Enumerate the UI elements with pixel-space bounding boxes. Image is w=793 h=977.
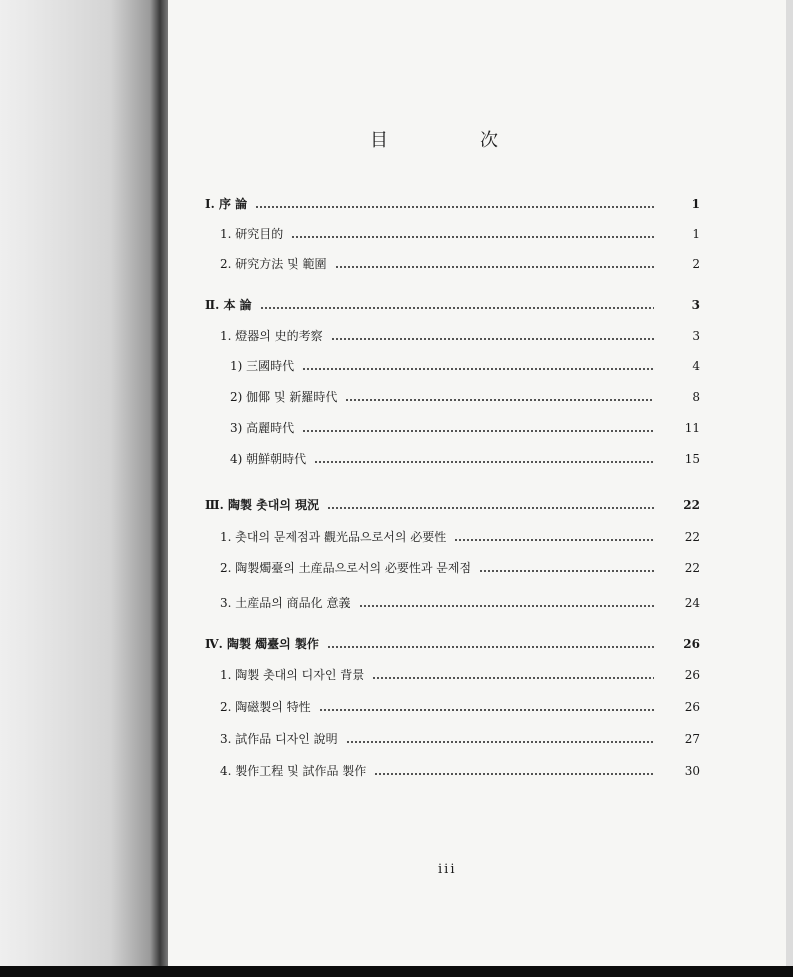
toc-row-iv-3	[220, 731, 700, 747]
toc-label: 2) 伽倻 및 新羅時代	[230, 390, 338, 404]
toc-dot-leader	[372, 677, 654, 679]
toc-row-iii	[205, 497, 700, 513]
toc-dot-leader	[302, 368, 654, 370]
toc-row-iii-2	[220, 560, 700, 576]
toc-dot-leader	[314, 461, 654, 463]
toc-label: 3. 試作品 디자인 說明	[220, 732, 338, 746]
toc-dot-leader	[327, 646, 654, 648]
toc-page-number: 22	[684, 530, 700, 544]
toc-row-iv	[205, 636, 700, 652]
toc-page-number: 4	[692, 359, 700, 373]
toc-label: 2. 陶製燭臺의 土産品으로서의 必要性과 문제점	[220, 561, 472, 575]
toc-row-ii-1-3	[230, 420, 700, 436]
toc-page-number: 26	[684, 700, 700, 714]
toc-page-number: 22	[684, 561, 700, 575]
toc-page-number: 3	[691, 298, 700, 312]
toc-dot-leader	[479, 570, 654, 572]
toc-page-number: 26	[684, 668, 700, 682]
toc-row-iv-2	[220, 699, 700, 715]
toc-page-number: 1	[692, 227, 700, 241]
toc-label: 1. 研究目的	[220, 227, 284, 241]
toc-label: Ⅳ. 陶製 燭臺의 製作	[205, 637, 319, 651]
toc-dot-leader	[291, 236, 654, 238]
page-gutter-shadow	[0, 0, 168, 977]
toc-label: 2. 研究方法 및 範圍	[220, 257, 327, 271]
toc-page-number: 22	[683, 498, 700, 512]
toc-row-i-1	[220, 226, 700, 242]
toc-row-i	[205, 196, 700, 212]
toc-label: Ⅲ. 陶製 촛대의 現況	[205, 498, 320, 512]
toc-page-number: 30	[684, 764, 700, 778]
toc-label: 3) 高麗時代	[230, 421, 295, 435]
toc-dot-leader	[359, 605, 655, 607]
toc-row-ii	[205, 297, 700, 313]
toc-dot-leader	[319, 709, 654, 711]
toc-row-iv-1	[220, 667, 700, 683]
toc-label: Ⅱ. 本 論	[205, 298, 252, 312]
toc-page-number: 3	[692, 329, 700, 343]
toc-dot-leader	[331, 338, 654, 340]
toc-dot-leader	[260, 307, 654, 309]
toc-page-number: 11	[684, 421, 700, 435]
toc-page-number: 15	[684, 452, 700, 466]
toc-page-number: 27	[684, 732, 700, 746]
page-right-edge	[786, 0, 793, 977]
toc-page-number: 26	[683, 637, 700, 651]
toc-label: 1. 燈器의 史的考察	[220, 329, 323, 343]
toc-label: 3. 土産品의 商品化 意義	[220, 596, 351, 610]
toc-page-number: 24	[684, 596, 700, 610]
toc-page-number: 8	[692, 390, 700, 404]
toc-dot-leader	[454, 539, 654, 541]
toc-row-ii-1-1	[230, 358, 700, 374]
toc-label: 2. 陶磁製의 特性	[220, 700, 311, 714]
toc-dot-leader	[346, 741, 654, 743]
toc-row-ii-1-2	[230, 389, 700, 405]
toc-row-iii-3	[220, 595, 700, 611]
toc-label: 4) 朝鮮朝時代	[230, 452, 307, 466]
toc-row-iii-1	[220, 529, 700, 545]
title-char-2: 次	[480, 130, 500, 151]
page-number: iii	[438, 862, 457, 877]
toc-label: 4. 製作工程 및 試作品 製作	[220, 764, 367, 778]
toc-dot-leader	[374, 773, 654, 775]
toc-row-ii-1	[220, 328, 700, 344]
toc-label: 1) 三國時代	[230, 359, 295, 373]
page-title	[370, 126, 500, 152]
toc-label: 1. 촛대의 문제점과 觀光品으로서의 必要性	[220, 530, 447, 544]
toc-page-number: 2	[692, 257, 700, 271]
toc-dot-leader	[335, 266, 655, 268]
toc-dot-leader	[302, 430, 654, 432]
toc-row-iv-4	[220, 763, 700, 779]
toc-label: 1. 陶製 촛대의 디자인 背景	[220, 668, 365, 682]
title-char-1: 目	[370, 130, 390, 151]
scan-bottom-edge	[0, 966, 793, 977]
toc-label: Ⅰ. 序 論	[205, 197, 248, 211]
toc-dot-leader	[345, 399, 654, 401]
toc-page-number: 1	[691, 197, 700, 211]
toc-row-i-2	[220, 256, 700, 272]
toc-row-ii-1-4	[230, 451, 700, 467]
toc-dot-leader	[255, 206, 654, 208]
toc-dot-leader	[327, 507, 654, 509]
